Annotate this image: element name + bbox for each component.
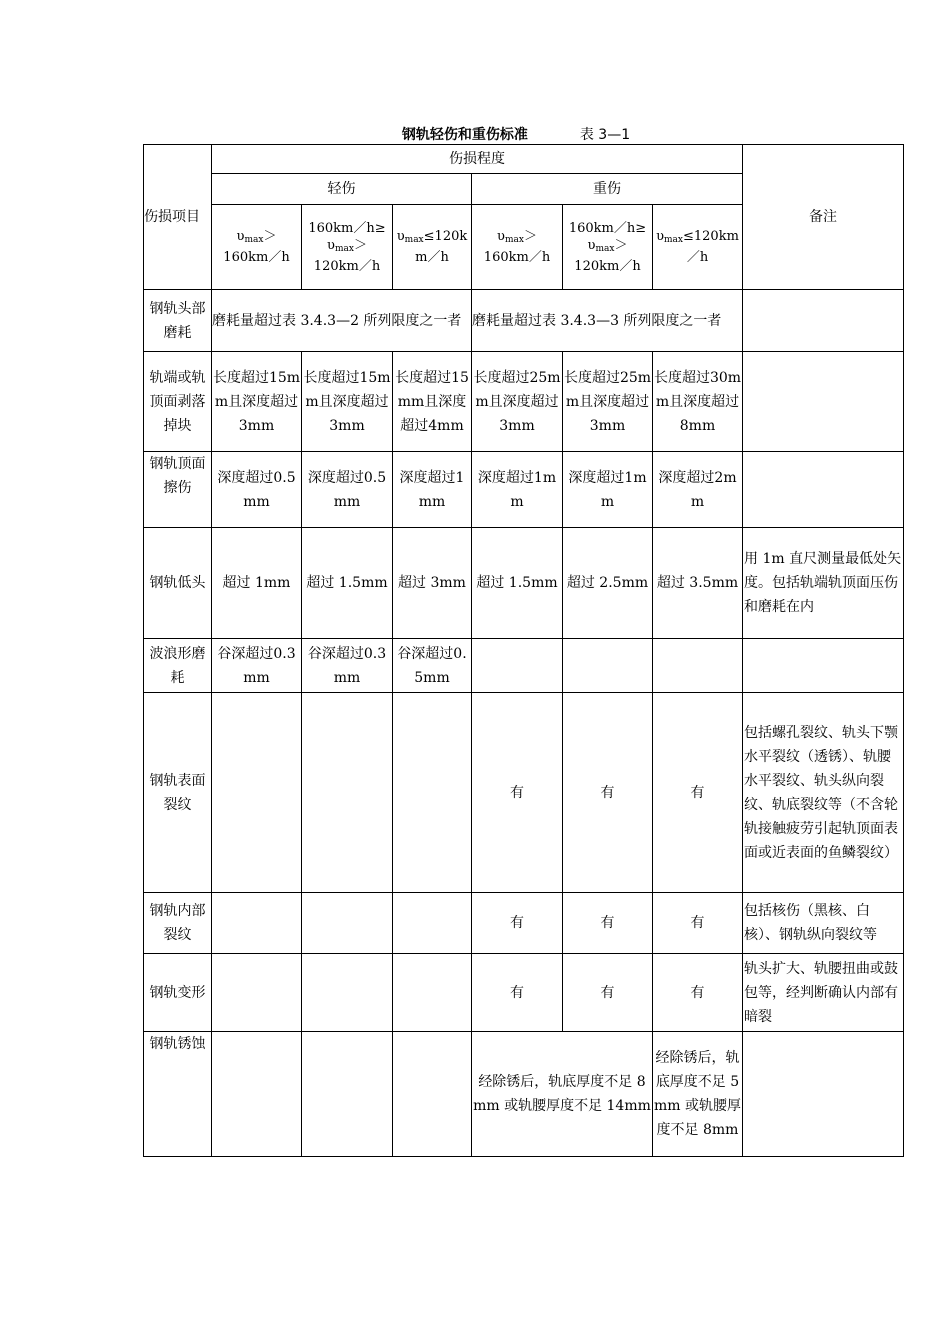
cell: 有 [472,693,563,893]
cell: 谷深超过0.5mm [393,639,472,693]
row-low-joint [144,528,904,639]
cell: 有 [563,893,653,954]
cell: 有 [653,693,743,893]
cell-heavy: 磨耗量超过表 3.4.3—3 所列限度之一者 [472,290,743,352]
row-label: 钢轨锈蚀 [144,1032,212,1157]
row-label: 钢轨低头 [144,528,212,639]
cell: 超过 3mm [393,528,472,639]
row-label: 轨端或轨顶面剥落掉块 [144,352,212,452]
cell [393,893,472,954]
cell: 深度超过1mm [563,452,653,528]
cell: 长度超过30mm且深度超过8mm [653,352,743,452]
row-label: 钢轨头部磨耗 [144,290,212,352]
cell: 有 [563,693,653,893]
cell [563,639,653,693]
cell: 长度超过15mm且深度超过4mm [393,352,472,452]
cell: 有 [472,893,563,954]
cell [393,1032,472,1157]
cell: 超过 2.5mm [563,528,653,639]
cell-note [743,639,904,693]
cell: 超过 1mm [212,528,302,639]
cell [212,1032,302,1157]
cell-note [743,352,904,452]
header-light: 轻伤 [212,174,472,205]
row-corrosion [144,1032,904,1157]
cell: 超过 3.5mm [653,528,743,639]
cell-note: 用 1m 直尺测量最低处矢度。包括轨端轨顶面压伤和磨耗在内 [743,528,904,639]
header-note: 备注 [743,145,904,290]
cell: 有 [472,954,563,1032]
cell [653,639,743,693]
speed-cell: 160km／h≥ $\upsilon_{max}>$ 120km／h [302,205,393,290]
speed-cell: $\upsilon_{max}\le 120km/h$ [393,205,472,290]
table-number: 表 3—1 [579,127,631,143]
speed-cell: $\upsilon_{max}\le 120km/h$ [653,205,743,290]
cell: 有 [653,954,743,1032]
cell: 长度超过25mm且深度超过3mm [472,352,563,452]
cell-note [743,452,904,528]
cell-note: 包括螺孔裂纹、轨头下颚水平裂纹（透锈）、轨腰水平裂纹、轨头纵向裂纹、轨底裂纹等（不含轮轨接触疲劳引起轨顶面表面或近表面的鱼鳞裂纹） [743,693,904,893]
cell [212,893,302,954]
cell [302,954,393,1032]
cell: 深度超过1mm [472,452,563,528]
cell: 有 [563,954,653,1032]
cell: 谷深超过0.3mm [212,639,302,693]
table-title-main: 钢轨轻伤和重伤标准 [401,127,528,143]
header-item: 伤损项目 [144,145,212,290]
table-title [0,124,950,144]
cell [302,1032,393,1157]
cell [302,893,393,954]
rail-damage-table [143,144,904,1157]
cell [472,639,563,693]
cell-note [743,1032,904,1157]
cell: 超过 1.5mm [302,528,393,639]
cell [393,954,472,1032]
cell [302,693,393,893]
cell-heavy-a: 经除锈后，轨底厚度不足 8mm 或轨腰厚度不足 14mm [472,1032,653,1157]
cell-note: 包括核伤（黑核、白核）、钢轨纵向裂纹等 [743,893,904,954]
cell-light: 磨耗量超过表 3.4.3—2 所列限度之一者 [212,290,472,352]
cell [212,693,302,893]
header-degree: 伤损程度 [212,145,743,174]
cell-note [743,290,904,352]
row-spalling [144,352,904,452]
cell: 长度超过15mm且深度超过3mm [302,352,393,452]
row-deform [144,954,904,1032]
row-internal-crack [144,893,904,954]
row-surface-crack [144,693,904,893]
speed-cell: $\upsilon_{max}>$ 160km／h [212,205,302,290]
cell [393,693,472,893]
speed-cell: $\upsilon_{max}>$ 160km／h [472,205,563,290]
cell: 长度超过25mm且深度超过3mm [563,352,653,452]
row-label: 钢轨表面裂纹 [144,693,212,893]
cell: 谷深超过0.3mm [302,639,393,693]
cell: 有 [653,893,743,954]
cell-note: 轨头扩大、轨腰扭曲或鼓包等，经判断确认内部有暗裂 [743,954,904,1032]
header-row-1 [144,145,904,174]
cell: 长度超过15mm且深度超过3mm [212,352,302,452]
header-heavy: 重伤 [472,174,743,205]
cell: 深度超过0.5mm [302,452,393,528]
cell-heavy-b: 经除锈后，轨底厚度不足 5mm 或轨腰厚度不足 8mm [653,1032,743,1157]
row-label: 钢轨内部裂纹 [144,893,212,954]
cell: 深度超过2mm [653,452,743,528]
row-label: 波浪形磨耗 [144,639,212,693]
row-label: 钢轨变形 [144,954,212,1032]
cell: 超过 1.5mm [472,528,563,639]
row-head-wear [144,290,904,352]
row-scratch [144,452,904,528]
row-corrugation [144,639,904,693]
row-label: 钢轨顶面擦伤 [144,452,212,528]
cell [212,954,302,1032]
cell: 深度超过1mm [393,452,472,528]
cell: 深度超过0.5mm [212,452,302,528]
speed-cell: 160km／h≥ $\upsilon_{max}>$ 120km／h [563,205,653,290]
